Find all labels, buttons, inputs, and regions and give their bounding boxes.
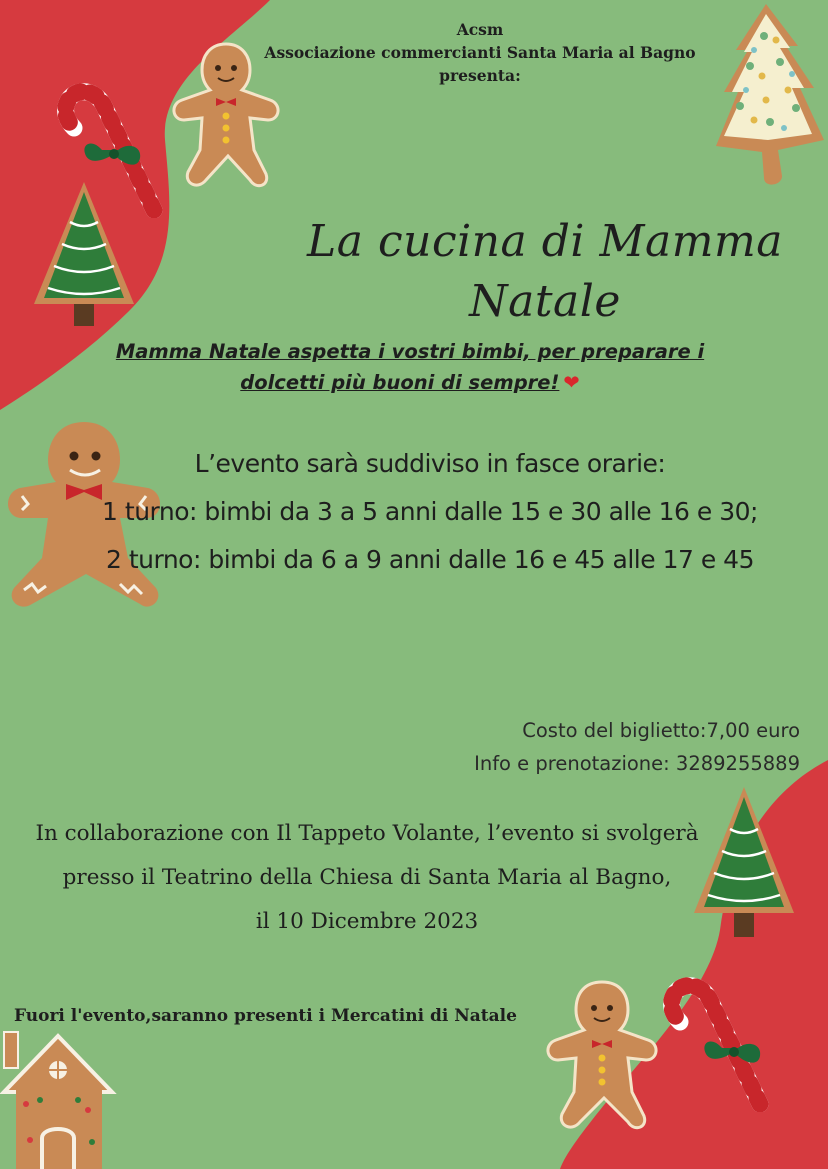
organizer-acronym: Acsm	[456, 20, 504, 39]
booking-phone: Info e prenotazione: 3289255889	[474, 752, 800, 775]
event-tagline	[40, 336, 780, 398]
organizer-name: Associazione commercianti Santa Maria al Bagno	[264, 43, 696, 62]
schedule-block	[60, 440, 800, 584]
tagline-line-2: dolcetti più buoni di sempre!	[240, 371, 560, 394]
venue-line-1: In collaborazione con Il Tappeto Volante, l’evento si svolgerà	[35, 821, 699, 846]
event-date: il 10 Dicembre 2023	[255, 909, 479, 934]
candy-cane-icon	[658, 952, 778, 1112]
gingerbread-house-icon	[0, 1030, 118, 1169]
market-note: Fuori l'evento,saranno presenti i Mercatini di Natale	[14, 1006, 517, 1026]
heart-icon: ❤	[563, 371, 580, 394]
venue-line-2: presso il Teatrino della Chiesa di Santa Maria al Bagno,	[62, 865, 672, 890]
presents-label: presenta:	[439, 66, 521, 85]
event-title: La cucina di Mamma Natale	[307, 216, 783, 327]
schedule-heading: L’evento sarà suddiviso in fasce orarie:	[194, 449, 666, 478]
venue-block	[12, 812, 722, 944]
tagline-line-1: Mamma Natale aspetta i vostri bimbi, per preparare i	[115, 340, 705, 363]
schedule-turn-1: 1 turno: bimbi da 3 a 5 anni dalle 15 e 30 alle 16 e 30;	[102, 497, 758, 526]
organizer-header	[200, 18, 760, 87]
christmas-tree-icon	[30, 180, 138, 330]
schedule-turn-2: 2 turno: bimbi da 6 a 9 anni dalle 16 e 45 alle 17 e 45	[106, 545, 754, 574]
ticket-info	[400, 714, 800, 780]
ticket-cost: Costo del biglietto:7,00 euro	[522, 719, 800, 742]
